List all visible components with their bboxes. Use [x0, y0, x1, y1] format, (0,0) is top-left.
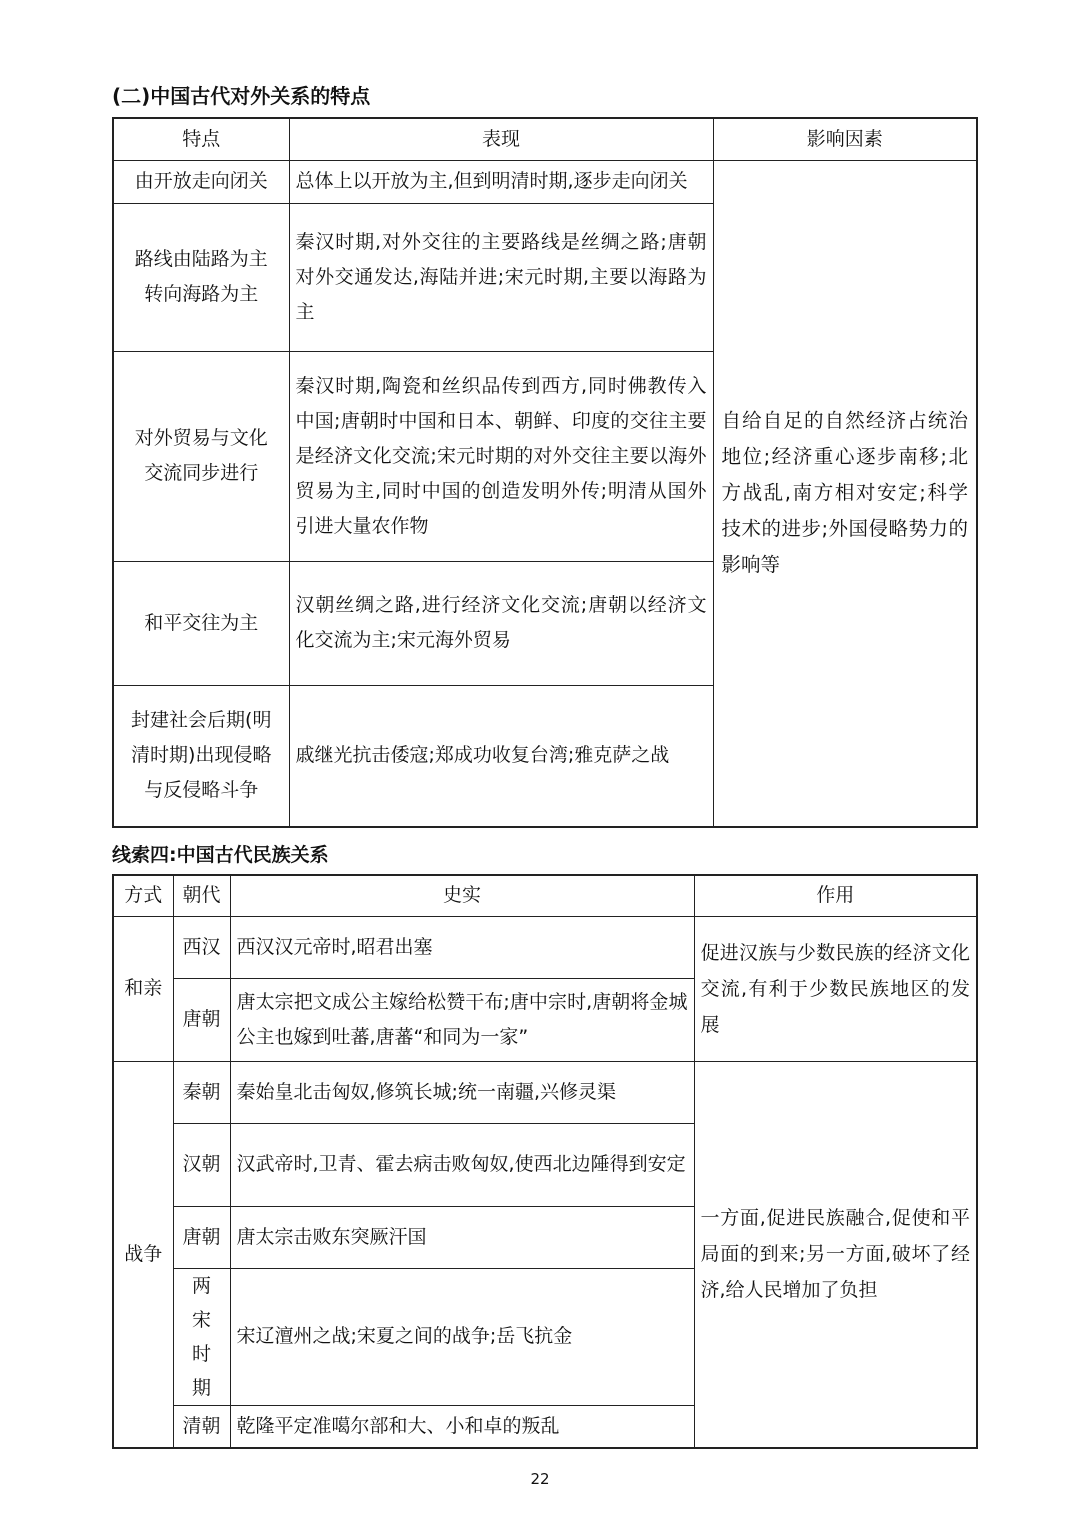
header-detail: 表现: [289, 118, 713, 160]
detail-cell: 戚继光抗击倭寇;郑成功收复台湾;雅克萨之战: [289, 685, 713, 827]
detail-cell: 秦汉时期,对外交往的主要路线是丝绸之路;唐朝对外交通发达,海陆并进;宋元时期,主要以海路为主: [289, 203, 713, 351]
table-header-row: [113, 118, 977, 160]
effect-cell-war: 一方面,促进民族融合,促使和平局面的到来;另一方面,破坏了经济,给人民增加了负担: [694, 1061, 977, 1448]
ethnic-relations-table: [112, 874, 978, 1449]
detail-cell: 总体上以开放为主,但到明清时期,逐步走向闭关: [289, 160, 713, 203]
foreign-relations-table: [112, 117, 978, 828]
feature-cell: 封建社会后期(明清时期)出现侵略与反侵略斗争: [113, 685, 289, 827]
dynasty-cell: 秦朝: [173, 1061, 230, 1123]
feature-cell: 和平交往为主: [113, 561, 289, 685]
dynasty-cell: 汉朝: [173, 1123, 230, 1206]
header-dynasty: 朝代: [173, 875, 230, 916]
feature-cell: 路线由陆路为主转向海路为主: [113, 203, 289, 351]
detail-cell: 秦汉时期,陶瓷和丝织品传到西方,同时佛教传入中国;唐朝时中国和日本、朝鲜、印度的交往主要是经济文化交流;宋元时期的对外交往主要以海外贸易为主,同时中国的创造发明外传;明清从国外引进大量农作物: [289, 351, 713, 561]
feature-cell: 对外贸易与文化交流同步进行: [113, 351, 289, 561]
dynasty-cell: 西汉: [173, 916, 230, 978]
header-feature: 特点: [113, 118, 289, 160]
dynasty-cell: 唐朝: [173, 1206, 230, 1268]
dynasty-cell: 清朝: [173, 1405, 230, 1448]
effect-cell-heqin: 促进汉族与少数民族的经济文化交流,有利于少数民族地区的发展: [694, 916, 977, 1061]
dynasty-cell: 唐朝: [173, 978, 230, 1061]
page-number: 22: [530, 1470, 550, 1488]
fact-cell: 西汉汉元帝时,昭君出塞: [230, 916, 694, 978]
section-title-foreign-relations: (二)中国古代对外关系的特点: [112, 84, 371, 108]
header-fact: 史实: [230, 875, 694, 916]
table-row: [113, 160, 977, 203]
header-factors: 影响因素: [713, 118, 977, 160]
fact-cell: 唐太宗把文成公主嫁给松赞干布;唐中宗时,唐朝将金城公主也嫁到吐蕃,唐蕃“和同为一家”: [230, 978, 694, 1061]
table-row: [113, 916, 977, 978]
detail-cell: 汉朝丝绸之路,进行经济文化交流;唐朝以经济文化交流为主;宋元海外贸易: [289, 561, 713, 685]
fact-cell: 乾隆平定准噶尔部和大、小和卓的叛乱: [230, 1405, 694, 1448]
fact-cell: 秦始皇北击匈奴,修筑长城;统一南疆,兴修灵渠: [230, 1061, 694, 1123]
header-effect: 作用: [694, 875, 977, 916]
factors-cell: 自给自足的自然经济占统治地位;经济重心逐步南移;北方战乱,南方相对安定;科学技术的进步;外国侵略势力的影响等: [713, 160, 977, 827]
section-title-ethnic-relations: 线索四:中国古代民族关系: [112, 844, 329, 866]
fact-cell: 宋辽澶州之战;宋夏之间的战争;岳飞抗金: [230, 1268, 694, 1405]
fact-cell: 汉武帝时,卫青、霍去病击败匈奴,使西北边陲得到安定: [230, 1123, 694, 1206]
table-row: [113, 1061, 977, 1123]
feature-cell: 由开放走向闭关: [113, 160, 289, 203]
table-header-row: [113, 875, 977, 916]
method-cell-war: 战争: [113, 1061, 173, 1448]
header-method: 方式: [113, 875, 173, 916]
fact-cell: 唐太宗击败东突厥汗国: [230, 1206, 694, 1268]
method-cell-heqin: 和亲: [113, 916, 173, 1061]
dynasty-cell: 两宋时期: [173, 1268, 230, 1405]
